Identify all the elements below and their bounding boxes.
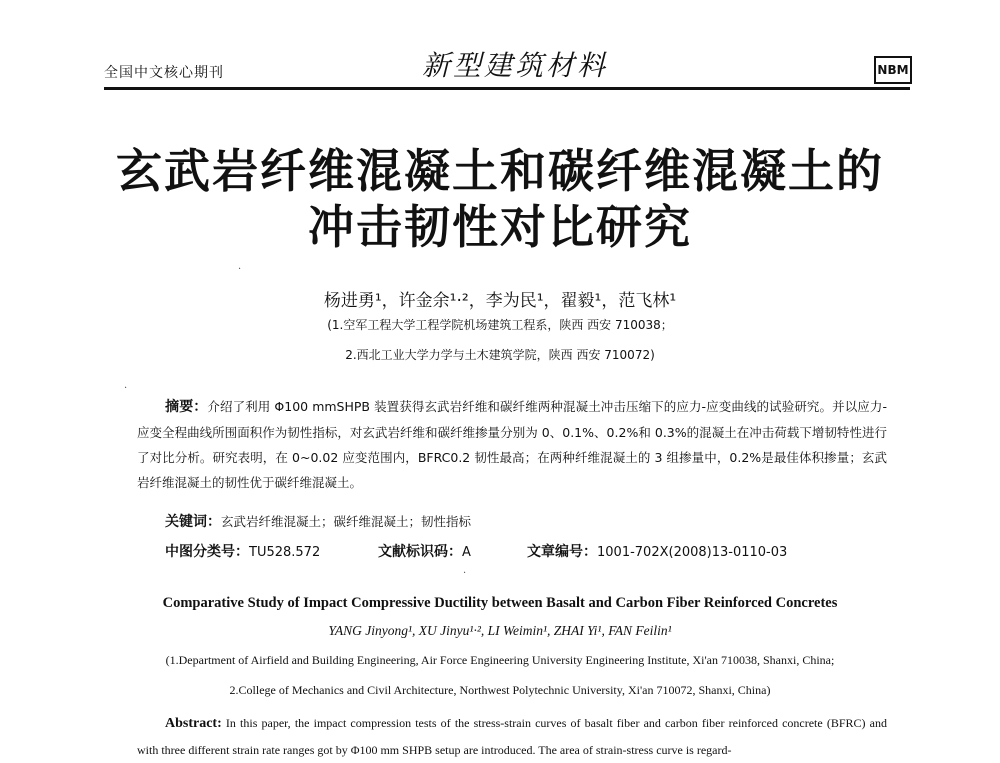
english-title: Comparative Study of Impact Compressive Ductility between Basalt and Carbon Fiber Reinforced Concretes bbox=[162, 595, 838, 611]
english-authors: YANG Jinyong¹, XU Jinyu¹·², LI Weimin¹, ZHAI Yi¹, FAN Feilin¹ bbox=[328, 623, 672, 638]
english-abstract bbox=[137, 710, 887, 763]
journal-logo: NBM bbox=[874, 56, 912, 84]
speck: · bbox=[238, 264, 242, 275]
abstract-cn-text: 介绍了利用 Φ100 mmSHPB 装置获得玄武岩纤维和碳纤维两种混凝土冲击压缩下的应力-应变曲线的试验研究。并以应力-应变全程曲线所围面积作为韧性指标，对玄武岩纤维和碳纤维掺量分别为 0、0.1%、0.2%和 0.3%的混凝土在冲击荷载下增韧特性进行了对比分析。研究表明，在 0~0.02 应变范围内，BFRC0.2 韧性最高；在两种纤维混凝土的 3 组掺量中，0.2%是最佳体积掺量；玄武岩纤维混凝土的韧性优于碳纤维混凝土。 bbox=[137, 399, 887, 490]
journal-name: 新型建筑材料 bbox=[422, 49, 609, 82]
affiliation-2: 2.西北工业大学力学与土木建筑学院，陕西 西安 710072) bbox=[345, 348, 655, 362]
title-line-2: 冲击韧性对比研究 bbox=[308, 200, 692, 254]
doc-code-value: A bbox=[462, 545, 471, 560]
keywords-text: 玄武岩纤维混凝土；碳纤维混凝土；韧性指标 bbox=[221, 514, 472, 529]
doc-code-label: 文献标识码： bbox=[378, 544, 462, 560]
english-abstract-text: In this paper, the impact compression tests of the stress-strain curves of basalt fiber and carbon fiber reinforced concrete (BFRC) and with three different strain rate ranges got by Φ100 mm SHPB setup are introduced. The area of strain-stress curve is regard- bbox=[137, 716, 887, 757]
document-code bbox=[378, 541, 471, 561]
article-id-label: 文章编号： bbox=[527, 544, 597, 560]
speck: · bbox=[463, 568, 467, 579]
article-id bbox=[527, 541, 787, 561]
authors: 杨进勇¹，许金余¹·²，李为民¹，翟毅¹，范飞林¹ bbox=[323, 291, 677, 311]
header-rule bbox=[104, 87, 910, 90]
english-abstract-label: Abstract: bbox=[165, 716, 222, 731]
article-id-value: 1001-702X(2008)13-0110-03 bbox=[597, 545, 788, 560]
clc-number bbox=[165, 541, 320, 561]
keywords bbox=[165, 511, 471, 531]
journal-header bbox=[104, 36, 910, 88]
clc-value: TU528.572 bbox=[249, 545, 321, 560]
affiliation-1: (1.空军工程大学工程学院机场建筑工程系，陕西 西安 710038； bbox=[327, 318, 673, 332]
title-line-1: 玄武岩纤维混凝土和碳纤维混凝土的 bbox=[116, 144, 884, 198]
clc-label: 中图分类号： bbox=[165, 544, 249, 560]
abstract-cn-label: 摘要： bbox=[165, 399, 208, 415]
journal-category: 全国中文核心期刊 bbox=[104, 65, 224, 81]
english-affiliation-2: 2.College of Mechanics and Civil Architecture, Northwest Polytechnic University, Xi'an 710072, Shanxi, China) bbox=[229, 683, 771, 697]
speck: · bbox=[124, 383, 128, 394]
english-affiliation-1: (1.Department of Airfield and Building Engineering, Air Force Engineering University Engineering Institute, Xi'an 710038, Shanxi, China; bbox=[165, 653, 835, 667]
keywords-label: 关键词： bbox=[165, 514, 221, 530]
paper-title bbox=[60, 143, 940, 255]
abstract-cn bbox=[137, 394, 887, 495]
